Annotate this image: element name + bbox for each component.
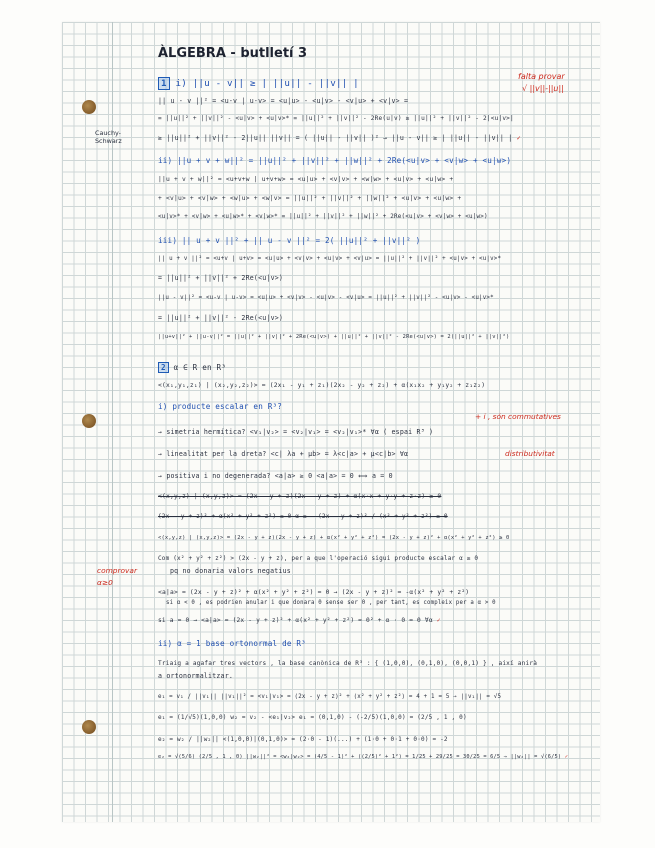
line-33-wrap xyxy=(158,714,467,721)
line-24: Com (x² + y² + z²) > (2x - y + z), per a que l'operació sigui producte escalar α ≥ 0 xyxy=(158,555,479,562)
line-29: ii) α = 1 base ortonormal de R³ xyxy=(158,639,306,648)
exercise-2-label: 2 xyxy=(158,362,169,373)
line-20: → positiva i no degenerada? <a|a> ≥ 0 <a|a> = 0 ⟺ a = 0 xyxy=(158,472,393,480)
exercise-1-statement xyxy=(158,77,359,90)
line-04-wrap xyxy=(158,134,521,142)
line-28: si a = 0 → <a|a> = (2x - y + z)² + α(x² + y² + z²) = 0² + α · 0 = 0 ∀α xyxy=(158,617,433,624)
check-mark-2: ✓ xyxy=(436,617,441,624)
line-06: ||u + v + w||² = <u+v+w | u+v+w> = <u|u> + <v|v> + <w|w> + <u|v> + <u|w> + xyxy=(158,176,454,183)
line-33: e₁ = (1/√5)(1,0,0) w₂ = v₂ - <e₁|v₂> e₁ = (0,1,0) - (-2/5)(1,0,0) = (2/5 , 1 , 0) xyxy=(158,714,467,721)
line-34: e₂ = w₂ / ||w₂|| <(1,0,0)|(0,1,0)> = (2·0 - 1)(...) + (1·0 + 0·1 + 0·0) = -2 xyxy=(158,736,448,743)
line-30: Triaig a agafar tres vectors , la base canònica de R³ : { (1,0,0), (0,1,0), (0,0,1) } , així anirà xyxy=(158,660,538,667)
line-03: = ||u||² + ||v||² - <u|v> + <u|v>* = ||u||² + ||v||² - 2Re(u|v) ≥ ||u||² + ||v||² - 2|<u|v>| xyxy=(158,115,514,122)
exercise-2-statement xyxy=(158,362,226,373)
red-note-left-2: α≥0 xyxy=(97,578,113,587)
side-note-2: Schwarz xyxy=(95,137,122,145)
grid-paper xyxy=(62,22,600,822)
line-19: → linealitat per la dreta? <c| λa + μb> = λ<c|a> + μ<c|b> ∀α xyxy=(158,450,409,458)
red-note-commutative: + i , són commutatives xyxy=(475,412,561,421)
line-35: e₂ = √(5/6) (2/5 , 1 , 0) ||w₂||² = <w₂|w₂> = (4/5 - 1)² + ((2/5)² + 1²) = 1/25 + 29/25 = 30/25 = 6/5 → ||w₂|| = √(6/5) xyxy=(158,754,562,760)
line-14: ||u+v||² + ||u-v||² = ||u||² + ||v||² + 2Re(<u|v>) + ||u||² + ||v||² - 2Re(<u|v>) = 2(||u||² + ||v||²) xyxy=(158,334,510,340)
side-note-1: Cauchy- xyxy=(95,129,121,137)
line-28-wrap xyxy=(158,617,441,624)
line-22-struck: (2x - y + z)² + α(x² + y² + z²) ≥ 0 α ≥ - (2x - y + z)² / (x² + y² + z²) ≥ 0 xyxy=(158,513,448,520)
line-25: pq no donaria valors negatius xyxy=(170,567,291,575)
red-note-top-1: falta provar xyxy=(518,72,565,81)
line-05: ii) ||u + v + w||² = ||u||² + ||v||² + ||w||² + 2Re(<u|v> + <v|w> + <u|w>) xyxy=(158,156,512,165)
line-08: <u|v>* + <v|w> + <u|w>* + <v|w>* = ||u||² + ||v||² + ||w||² + 2Re(<u|v> + <v|w> + <u|w>) xyxy=(158,214,488,220)
line-04: ≥ ||u||² + ||v||² - 2||u|| ||v|| = ( ||u|| - ||v|| )² → ||u - v|| ≥ | ||u|| - ||v|| | xyxy=(158,134,513,142)
line-11: = ||u||² + ||v||² + 2Re(<u|v>) xyxy=(158,274,284,282)
line-12: ||u - v||² = <u-v | u-v> = <u|u> + <v|v> - <u|v> - <v|u> = ||u||² + ||v||² - <u|v> - <u|v>* xyxy=(158,295,494,301)
line-18: → simetria hermítica? <v₁|v₂> = <v₂|v₁> = <v₂|v₁>* ∀α ( espai R³ ) xyxy=(158,428,434,436)
line-23: <(x,y,z) | (x,y,z)> = (2x - y + z)(2x - y + z) + α(x² + y² + z²) = (2x - y + z)² + α(x² + y² + z²) ≥ 0 xyxy=(158,535,510,541)
red-note-top-2: √ ||v||-||u|| xyxy=(522,84,564,93)
check-mark-1: ✓ xyxy=(516,134,521,142)
line-02: || u - v ||² = <u-v | u-v> = <u|u> - <u|v> - <v|u> + <v|v> = xyxy=(158,97,409,105)
line-01: i) ||u - v|| ≥ | ||u|| - ||v|| | xyxy=(175,78,359,89)
check-mark-3: ✓ xyxy=(564,754,569,760)
binder-hole-middle xyxy=(82,414,96,428)
line-15: α ∈ R en R³ xyxy=(173,363,227,372)
line-32: e₁ = v₁ / ||v₁|| ||v₁||² = <v₁|v₁> = (2x - y + z)² + (x² + y² + z²) = 4 + 1 = 5 → ||v₁|| = √5 xyxy=(158,694,502,700)
line-31: a ortonormalitzar. xyxy=(158,672,234,680)
exercise-1-label: 1 xyxy=(158,77,170,90)
line-35-wrap xyxy=(158,754,568,760)
line-10: || u + v ||² = <u+v | u+v> = <u|u> + <v|v> + <u|v> + <v|u> = ||u||² + ||v||² + <u|v> + <u|v>* xyxy=(158,256,502,262)
red-note-distributivity: distributivitat xyxy=(505,449,555,458)
line-16: <(x₁,y₁,z₁) | (x₂,y₂,z₂)> = (2x₁ - y₁ + z₁)(2x₂ - y₂ + z₂) + α(x₁x₂ + y₁y₂ + z₁z₂) xyxy=(158,382,486,389)
line-27: si α < 0 , es podrien anular i que donara 0 sense ser 0 , per tant, es compleix per a α > 0 xyxy=(166,600,496,606)
line-09: iii) || u + v ||² + || u - v ||² = 2( ||u||² + ||v||² ) xyxy=(158,236,421,245)
line-21-struck: <(x,y,z) | (x,y,z)> = (2x - y + z)(2x - y + z) + α(x·x + y·y + z·z) ≥ 0 xyxy=(158,493,442,500)
line-26: <a|a> = (2x - y + z)² + α(x² + y² + z²) = 0 → (2x - y + z)² = -α(x² + y² + z²) xyxy=(158,589,470,596)
line-17: i) producte escalar en R³? xyxy=(158,402,283,411)
red-note-left-1: comprovar xyxy=(97,566,137,575)
line-13: = ||u||² + ||v||² - 2Re(<u|v>) xyxy=(158,314,284,322)
line-07: + <v|u> + <v|w> + <w|u> + <w|v> = ||u||² + ||v||² + ||w||² + <u|v> + <u|w> + xyxy=(158,195,462,202)
binder-hole-bottom xyxy=(82,720,96,734)
page-title: ÀLGEBRA - butlletí 3 xyxy=(158,46,308,61)
binder-hole-top xyxy=(82,100,96,114)
